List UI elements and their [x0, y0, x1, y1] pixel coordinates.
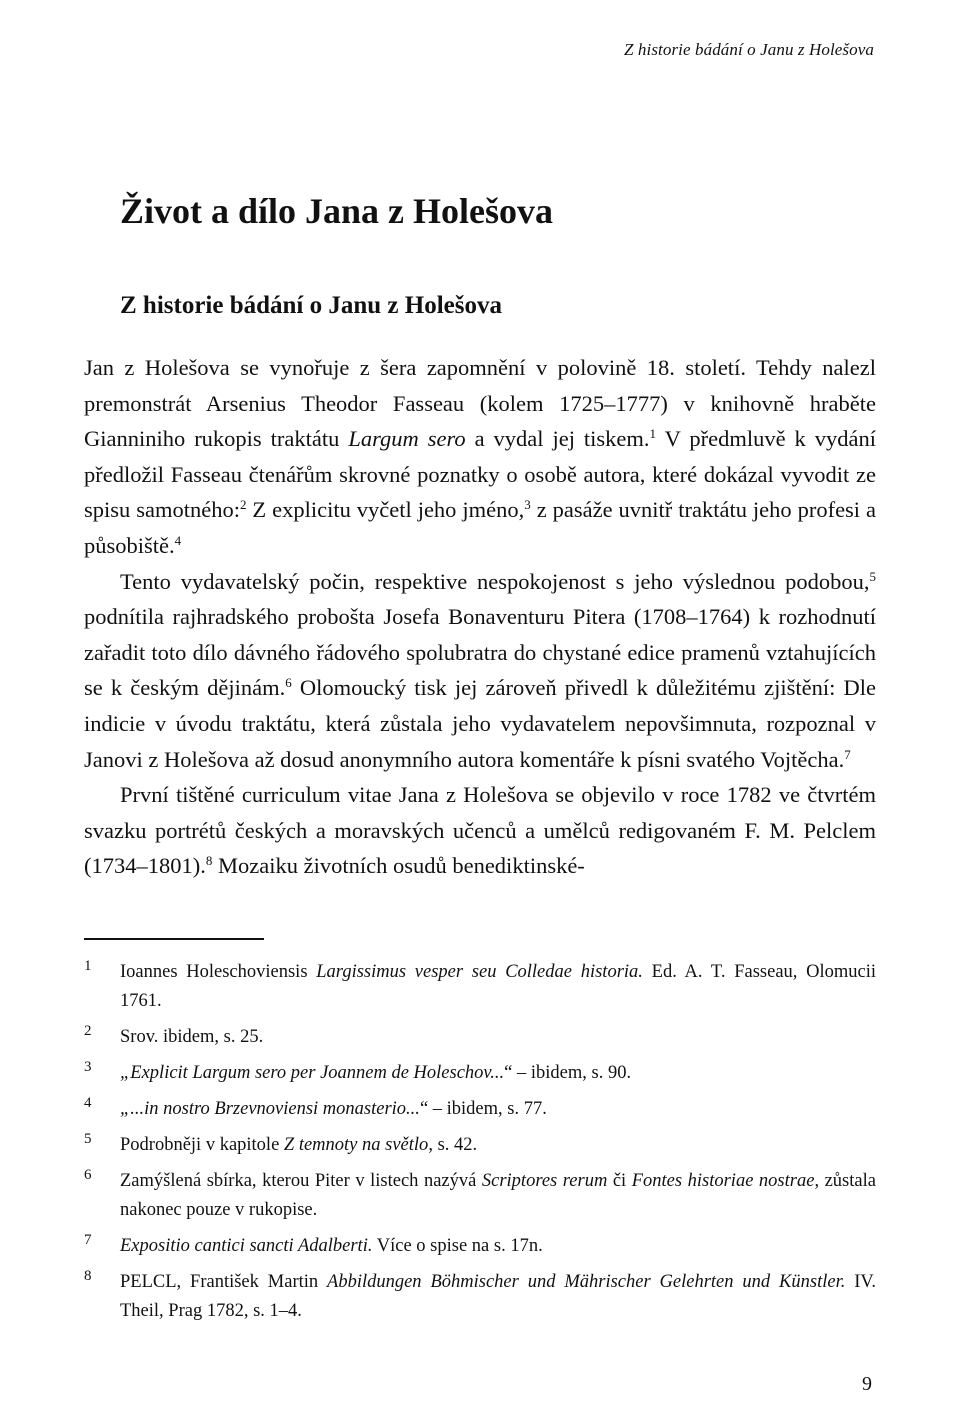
footnote-2: 2 Srov. ibidem, s. 25. — [84, 1023, 876, 1052]
footnote-number: 2 — [84, 1023, 92, 1039]
footnote-separator — [84, 938, 264, 940]
footnote-ref: 7 — [844, 746, 851, 762]
footnote-4: 4 „...in nostro Brzevnoviensi monasterio...“ – ibidem, s. 77. — [84, 1095, 876, 1124]
footnote-number: 6 — [84, 1167, 92, 1183]
paragraph-3: První tištěné curriculum vitae Jana z Holešova se objevilo v roce 1782 ve čtvrtém svazku portrétů českých a moravských učenců a umělců redigovaném F. M. Pelclem (1734–1801).$^8$ Mozaiku životních osudů benediktinské- — [84, 782, 876, 879]
footnote-6: 6 Zamýšlená sbírka, kterou Piter v listech nazývá Scriptores rerum či Fontes historiae nostrae, zůstala nakonec pouze v rukopise. — [84, 1167, 876, 1225]
footnote-number: 8 — [84, 1268, 92, 1284]
footnote-ref: 4 — [174, 532, 182, 548]
footnote-number: 7 — [84, 1232, 92, 1248]
footnote-number: 1 — [84, 958, 92, 974]
footnote-ref: 5 — [869, 568, 876, 584]
paragraph-1: Jan z Holešova se vynořuje z šera zapomnění v polovině 18. století. Tehdy nalezl premonstrát Arsenius Theodor Fasseau (kolem 1725–1777) v knihovně hraběte Gianniniho rukopis traktátu Largum sero a vydal jej tiskem.$^1$ V předmluvě k vydání předložil Fasseau čtenářům skrovné poznatky o osobě autora, které dokázal vyvodit ze spisu samotného:$^2$ Z explicitu vyčetl jeho jméno,$^3$ z pasáže uvnitř traktátu jeho profesi a působiště.$^4$ — [84, 355, 876, 558]
chapter-title: Život a dílo Jana z Holešova — [120, 191, 554, 231]
footnote-5: 5 Podrobněji v kapitole Z temnoty na světlo, s. 42. — [84, 1131, 876, 1160]
body-text — [84, 350, 876, 884]
section-title: Z historie bádání o Janu z Holešova — [120, 292, 502, 319]
footnote-ref: 8 — [205, 853, 213, 869]
footnote-7: 7 Expositio cantici sancti Adalberti. Více o spise na s. 17n. — [84, 1232, 876, 1261]
paragraph-2: Tento vydavatelský počin, respektive nespokojenost s jeho výslednou podobou,$^5$ podnítila rajhradského probošta Josefa Bonaventuru Pitera (1708–1764) k rozhodnutí zařadit toto dílo dávného řádového spolubratra do chystané edice pramenů vztahujících se k českým dějinám.$^6$ Olomoucký tisk jej zároveň přivedl k důležitému zjištění: Dle indicie v úvodu traktátu, která zůstala jeho vydavatelem nepovšimnuta, rozpoznal v Janovi z Holešova až dosud anonymního autora komentáře k písni svatého Vojtěcha.$^7$ — [84, 568, 876, 772]
footnote-ref: 1 — [649, 426, 657, 442]
footnote-number: 5 — [84, 1131, 92, 1147]
footnote-number: 4 — [84, 1095, 92, 1111]
footnote-number: 3 — [84, 1059, 92, 1075]
footnote-ref: 3 — [524, 497, 531, 513]
footnote-ref: 2 — [239, 497, 247, 513]
footnote-3: 3 „Explicit Largum sero per Joannem de Holeschov...“ – ibidem, s. 90. — [84, 1059, 876, 1088]
page-number: 9 — [862, 1373, 872, 1395]
footnote-1: 1 Ioannes Holeschoviensis Largissimus vesper seu Colledae historia. Ed. A. T. Fasseau, Olomucii 1761. — [84, 958, 876, 1016]
running-head: Z historie bádání o Janu z Holešova — [624, 40, 874, 59]
footnotes — [84, 958, 876, 1333]
footnote-ref: 6 — [285, 675, 292, 691]
footnote-8: 8 PELCL, František Martin Abbildungen Böhmischer und Mährischer Gelehrten und Künstler. IV. Theil, Prag 1782, s. 1–4. — [84, 1268, 876, 1326]
